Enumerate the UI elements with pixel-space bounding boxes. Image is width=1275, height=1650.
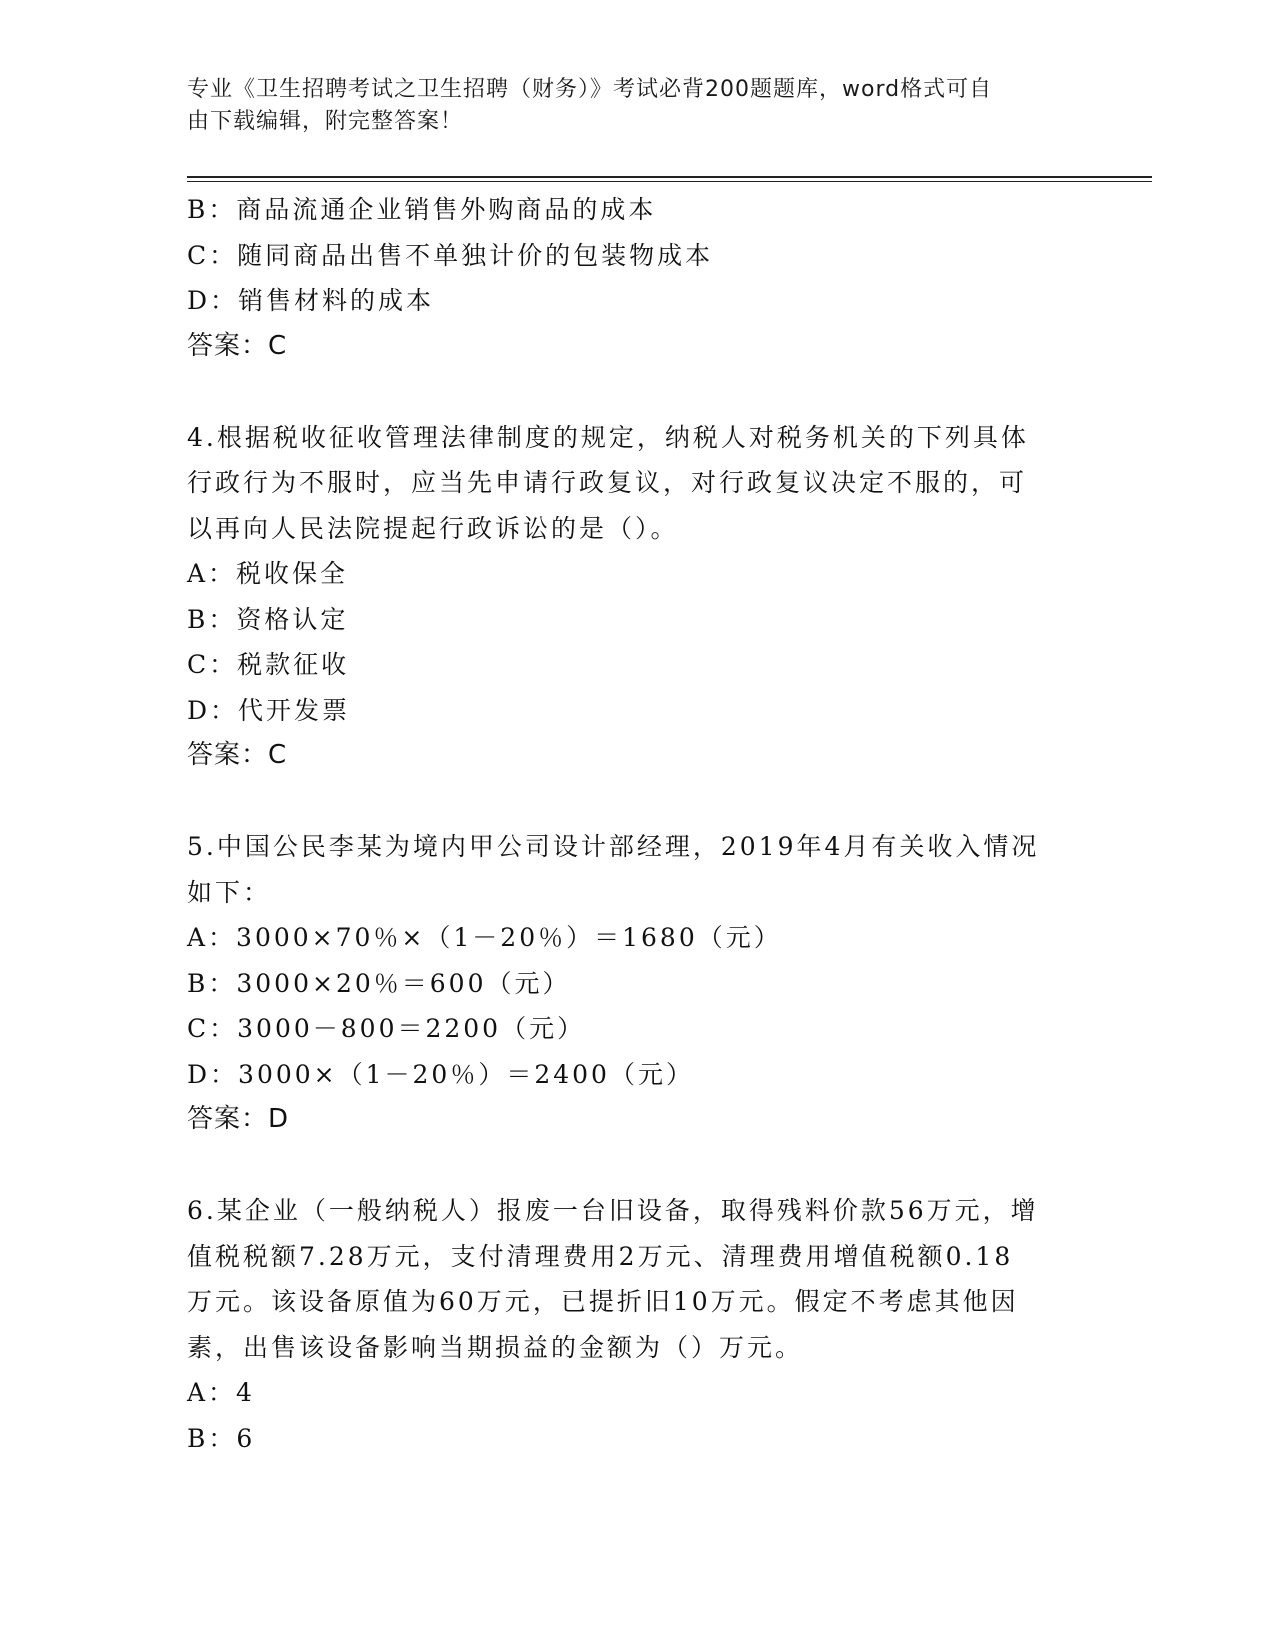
question-stem-line: 5.中国公民李某为境内甲公司设计部经理，2019年4月有关收入情况	[187, 832, 1040, 861]
option-a: A：4	[187, 1378, 255, 1407]
question-stem-line: 4.根据税收征收管理法律制度的规定，纳税人对税务机关的下列具体	[187, 422, 1029, 452]
answer-label: 答案：C	[187, 740, 288, 770]
spacer	[187, 1143, 1077, 1189]
option-a: A：3000×70％×（1－20％）＝1680（元）	[187, 923, 782, 952]
question-stem-line: 以再向人民法院提起行政诉讼的是（）。	[187, 513, 679, 543]
question-stem-line: 万元。该设备原值为60万元，已提折旧10万元。假定不考虑其他因	[187, 1287, 1019, 1316]
question-4	[187, 415, 1077, 779]
question-3-continued	[187, 187, 1077, 369]
question-stem	[187, 1188, 1077, 1370]
question-5	[187, 824, 1077, 1143]
question-stem	[187, 415, 1077, 552]
header-divider-thick	[187, 176, 1152, 178]
option-c: C：3000－800＝2200（元）	[187, 1014, 586, 1043]
option-c: C：税款征收	[187, 650, 350, 679]
option-b: B：3000×20％＝600（元）	[187, 968, 571, 998]
question-stem-line: 素，出售该设备影响当期损益的金额为（）万元。	[187, 1332, 804, 1362]
spacer	[187, 369, 1077, 415]
question-stem-line: 6.某企业（一般纳税人）报废一台旧设备，取得残料价款56万元，增	[187, 1196, 1039, 1225]
answer-label: 答案：D	[187, 1104, 290, 1134]
header-line-1: 专业《卫生招聘考试之卫生招聘（财务）》考试必背200题题库，word格式可自	[187, 77, 993, 102]
question-6	[187, 1188, 1077, 1461]
header-divider-thin	[187, 181, 1152, 182]
option-c: C：随同商品出售不单独计价的包装物成本	[187, 240, 714, 270]
option-d: D：销售材料的成本	[187, 286, 435, 315]
question-stem-line: 值税税额7.28万元，支付清理费用2万元、清理费用增值税额0.18	[187, 1241, 1014, 1271]
answer-label: 答案：C	[187, 330, 288, 361]
question-stem-line: 如下：	[187, 877, 272, 907]
spacer	[187, 779, 1077, 825]
option-b: B：商品流通企业销售外购商品的成本	[187, 195, 657, 224]
document-header	[187, 74, 1067, 138]
option-b: B：资格认定	[187, 604, 349, 634]
question-stem-line: 行政行为不服时，应当先申请行政复议，对行政复议决定不服的，可	[187, 468, 1028, 497]
question-list	[187, 187, 1077, 1461]
option-a: A：税收保全	[187, 559, 349, 588]
option-b: B：6	[187, 1423, 256, 1453]
option-d: D：3000×（1－20％）＝2400（元）	[187, 1059, 694, 1089]
header-line-2: 由下载编辑，附完整答案！	[187, 109, 464, 134]
question-stem	[187, 824, 1077, 915]
option-d: D：代开发票	[187, 695, 351, 725]
